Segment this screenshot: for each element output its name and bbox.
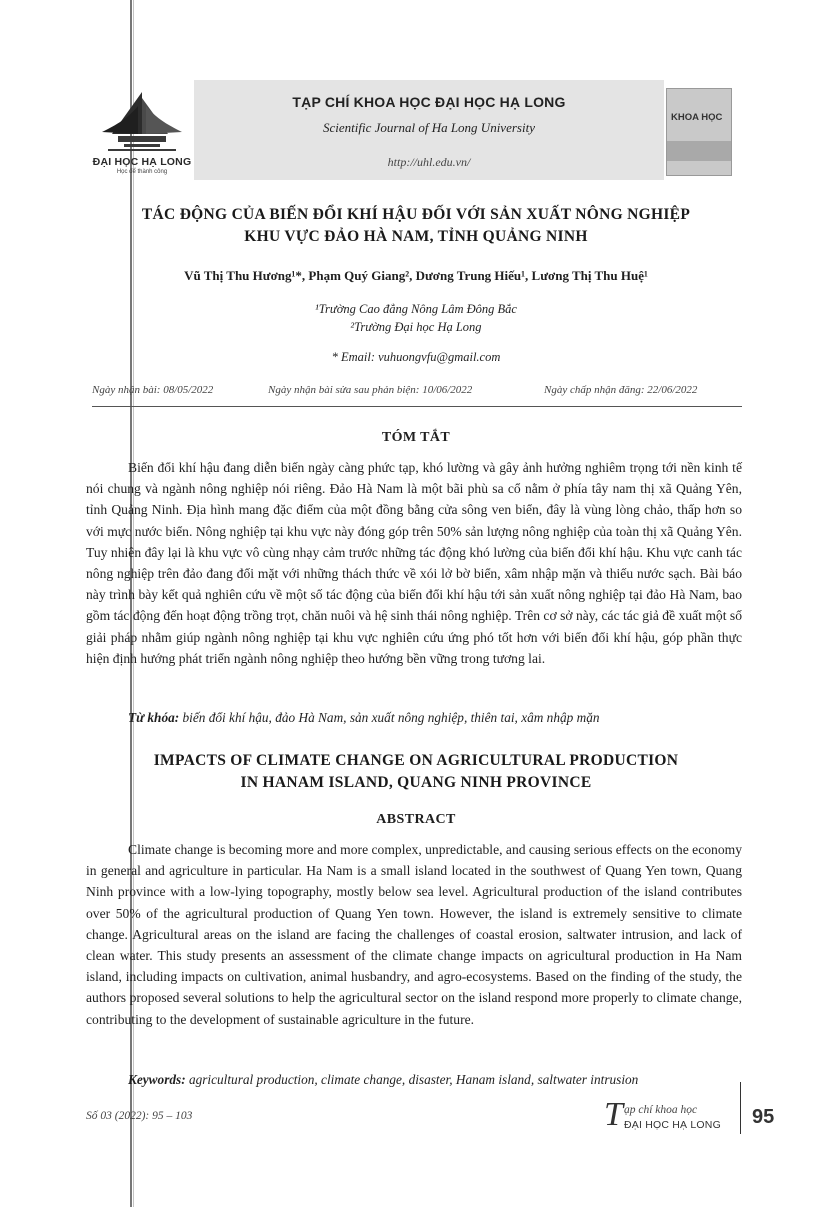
date-received: Ngày nhận bài: 08/05/2022 [92, 384, 214, 396]
abstract-heading-en: ABSTRACT [376, 812, 456, 827]
logo-motto: Học để thành công [116, 169, 168, 175]
abstract-heading-vn: TÓM TẮT [381, 430, 451, 445]
page-number: 95 [752, 1106, 775, 1128]
article-title-en-line1: IMPACTS OF CLIMATE CHANGE ON AGRICULTURAL PRODUCTION [153, 752, 679, 769]
keywords-vn [86, 710, 742, 726]
affiliation-1: ¹Trường Cao đẳng Nông Lâm Đông Bắc [315, 302, 517, 316]
author-list: Vũ Thị Thu Hương¹*, Phạm Quý Giang², Dương Trung Hiếu¹, Lương Thị Thu Huệ¹ [184, 268, 648, 283]
journal-cover-thumbnail [666, 88, 732, 176]
cover-band [667, 141, 731, 161]
university-logo [92, 80, 192, 180]
keywords-en [86, 1072, 742, 1088]
keywords-label-vn: Từ khóa: [128, 710, 180, 725]
journal-title-en: Scientific Journal of Ha Long University [323, 120, 535, 135]
footer-brand-line2: ĐẠI HỌC HẠ LONG [624, 1119, 721, 1131]
header-divider [92, 406, 742, 407]
logo-name: ĐẠI HỌC HẠ LONG [92, 156, 192, 168]
corresponding-email[interactable]: * Email: vuhuongvfu@gmail.com [331, 350, 501, 364]
cover-title: KHOA HỌC [671, 112, 723, 123]
date-accepted: Ngày chấp nhận đăng: 22/06/2022 [544, 384, 698, 396]
journal-url-link[interactable]: http://uhl.edu.vn/ [387, 155, 471, 169]
article-title-en-line2: IN HANAM ISLAND, QUANG NINH PROVINCE [240, 774, 592, 791]
affiliation-2: ²Trường Đại học Hạ Long [350, 320, 482, 334]
abstract-body-vn: Biến đổi khí hậu đang diễn biến ngày càng phức tạp, khó lường và gây ảnh hưởng nghiêm trọng tới nền kinh tế nói chung và ngành nông nghiệp nói riêng. Đảo Hà Nam là một bãi phù sa cổ nằm ở phía tây nam thị xã Quảng Yên, tỉnh Quảng Ninh. Địa hình mang đặc điểm của một đồng bằng cửa sông ven biển, đây là vùng lòng chảo, thấp hơn so với mực nước biển. Nông nghiệp tại khu vực này đóng góp trên 50% sản lượng nông nghiệp của toàn thị xã Quảng Yên. Tuy nhiên đây lại là khu vực vô cùng nhạy cảm trước những tác động khó lường của biến đổi khí hậu. Khu vực canh tác nông nghiệp trên đảo đang đối mặt với những thách thức về xói lở bờ biển, xâm nhập mặn và thiếu nước sạch. Bài báo này trình bày kết quả nghiên cứu về một số tác động của biến đổi khí hậu tới sản xuất nông nghiệp tại đảo Hà Nam, bao gồm tác động đến hoạt động trồng trọt, chăn nuôi và hệ sinh thái nông nghiệp. Trên cơ sở này, các tác giả đề xuất một số giải pháp nhằm giúp ngành nông nghiệp tại khu vực nghiên cứu ứng phó tốt hơn với biến đổi khí hậu, góp phần thực hiện định hướng phát triển ngành nông nghiệp theo hướng bền vững trong tương lai. [86, 460, 742, 666]
journal-band [194, 80, 664, 180]
footer-journal-brand [604, 1096, 738, 1136]
date-revised: Ngày nhận bài sửa sau phản biện: 10/06/2022 [268, 384, 473, 396]
footer-brand-line1: ạp chí khoa học [624, 1104, 698, 1116]
keywords-text-vn: biến đổi khí hậu, đảo Hà Nam, sản xuất nông nghiệp, thiên tai, xâm nhập mặn [182, 710, 600, 725]
journal-title-vn: TẠP CHÍ KHOA HỌC ĐẠI HỌC HẠ LONG [292, 94, 566, 110]
footer-brand-initial: T [604, 1096, 623, 1133]
footer-divider [740, 1082, 741, 1134]
ship-logo-icon [98, 88, 186, 156]
keywords-label-en: Keywords: [128, 1072, 186, 1087]
issue-info: Số 03 (2022): 95 – 103 [86, 1110, 193, 1122]
abstract-body-en: Climate change is becoming more and more complex, unpredictable, and causing serious effects on the economy in general and agriculture in particular. Ha Nam is a small island located in the southwest of Quang Yen town, Quang Ninh province with a low-lying topography, mostly below sea level. Agricultural production of the island contributes over 50% of the agricultural production of Quang Yen town. However, the island is extremely sensitive to climate change. Agricultural areas on the island are facing the challenges of coastal erosion, saltwater intrusion, and lack of clean water. This study presents an assessment of the climate change impacts on agricultural production in Ha Nam island, including impacts on cultivation, animal husbandry, and agro-ecosystems. Based on the finding of the study, the authors proposed several solutions to help the agricultural sector on the island respond more properly to climate change, contributing to the development of sustainable agriculture in the future. [86, 842, 742, 1027]
keywords-text-en: agricultural production, climate change, disaster, Hanam island, saltwater intrusion [188, 1072, 639, 1087]
journal-header [92, 80, 742, 180]
article-title-vn-line1: TÁC ĐỘNG CỦA BIẾN ĐỔI KHÍ HẬU ĐỐI VỚI SẢN XUẤT NÔNG NGHIỆP [141, 206, 691, 223]
article-title-vn-line2: KHU VỰC ĐẢO HÀ NAM, TỈNH QUẢNG NINH [244, 228, 588, 245]
